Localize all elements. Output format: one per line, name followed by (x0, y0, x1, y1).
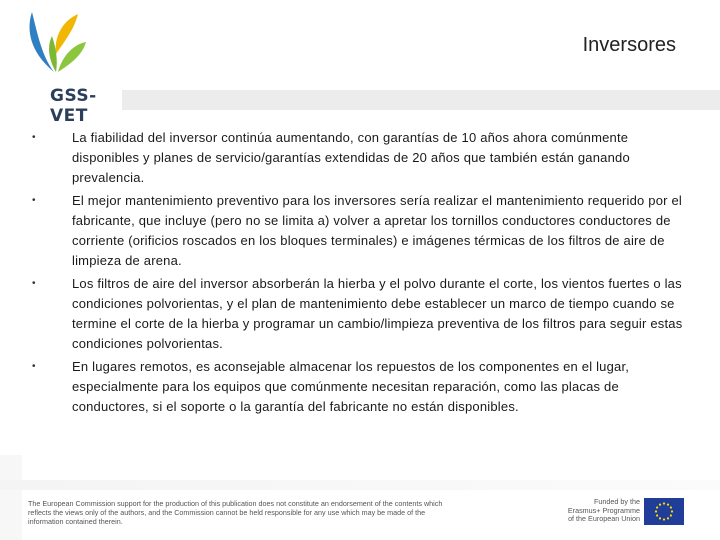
leaf-logo-icon (22, 6, 102, 84)
bullet-icon: • (32, 195, 36, 206)
header-bar (122, 90, 720, 110)
list-item (30, 357, 685, 417)
decorative-stripe (0, 455, 22, 540)
list-item-text: En lugares remotos, es aconsejable almacenar los repuestos de los componentes en el lugar, especialmente para los equipos que comúnmente necesitan reparación, como las placas de conductores, si el soporte o la garantía del fabricante no están disponibles. (72, 359, 630, 414)
list-item-text: Los filtros de aire del inversor absorberán la hierba y el polvo durante el corte, los vientos fuertes o las condiciones polvorientas, y el plan de mantenimiento debe establecer un marco de tiempo cuando se termine el corte de la hierba y programar un cambio/limpieza preventiva de los filtros para seguir estas condiciones polvorientas. (72, 276, 683, 351)
page-title: Inversores (582, 34, 676, 56)
logo-text: GSS-VET (50, 86, 97, 126)
list-item (30, 274, 685, 354)
disclaimer-text: The European Commission support for the production of this publication does not constitute an endorsement of the contents which reflects the views only of the authors, and the Commission cannot be held responsible for any use which may be made of the information contained therein. (28, 499, 443, 526)
gss-vet-logo (22, 6, 102, 126)
list-item-text: El mejor mantenimiento preventivo para los inversores sería realizar el mantenimiento requerido por el fabricante, que incluye (pero no se limita a) volver a apretar los tornillos conductores conductores de corriente (orificios roscados en los bloques terminales) e imágenes térmicas de los filtros de aire de limpieza de arena. (72, 193, 683, 268)
eu-flag-icon (644, 498, 684, 525)
list-item (30, 128, 685, 188)
list-item (30, 191, 685, 271)
bullet-icon: • (32, 132, 36, 143)
funded-by-text: Funded by the Erasmus+ Programme of the European Union (567, 497, 640, 523)
bullet-list (30, 128, 685, 420)
bullet-icon: • (32, 278, 36, 289)
bullet-icon: • (32, 361, 36, 372)
list-item-text: La fiabilidad del inversor continúa aumentando, con garantías de 10 años ahora comúnmente disponibles y planes de servicio/garantías extendidas de 20 años que también están ganando prevalencia. (72, 130, 630, 185)
footer-bar (0, 480, 720, 490)
